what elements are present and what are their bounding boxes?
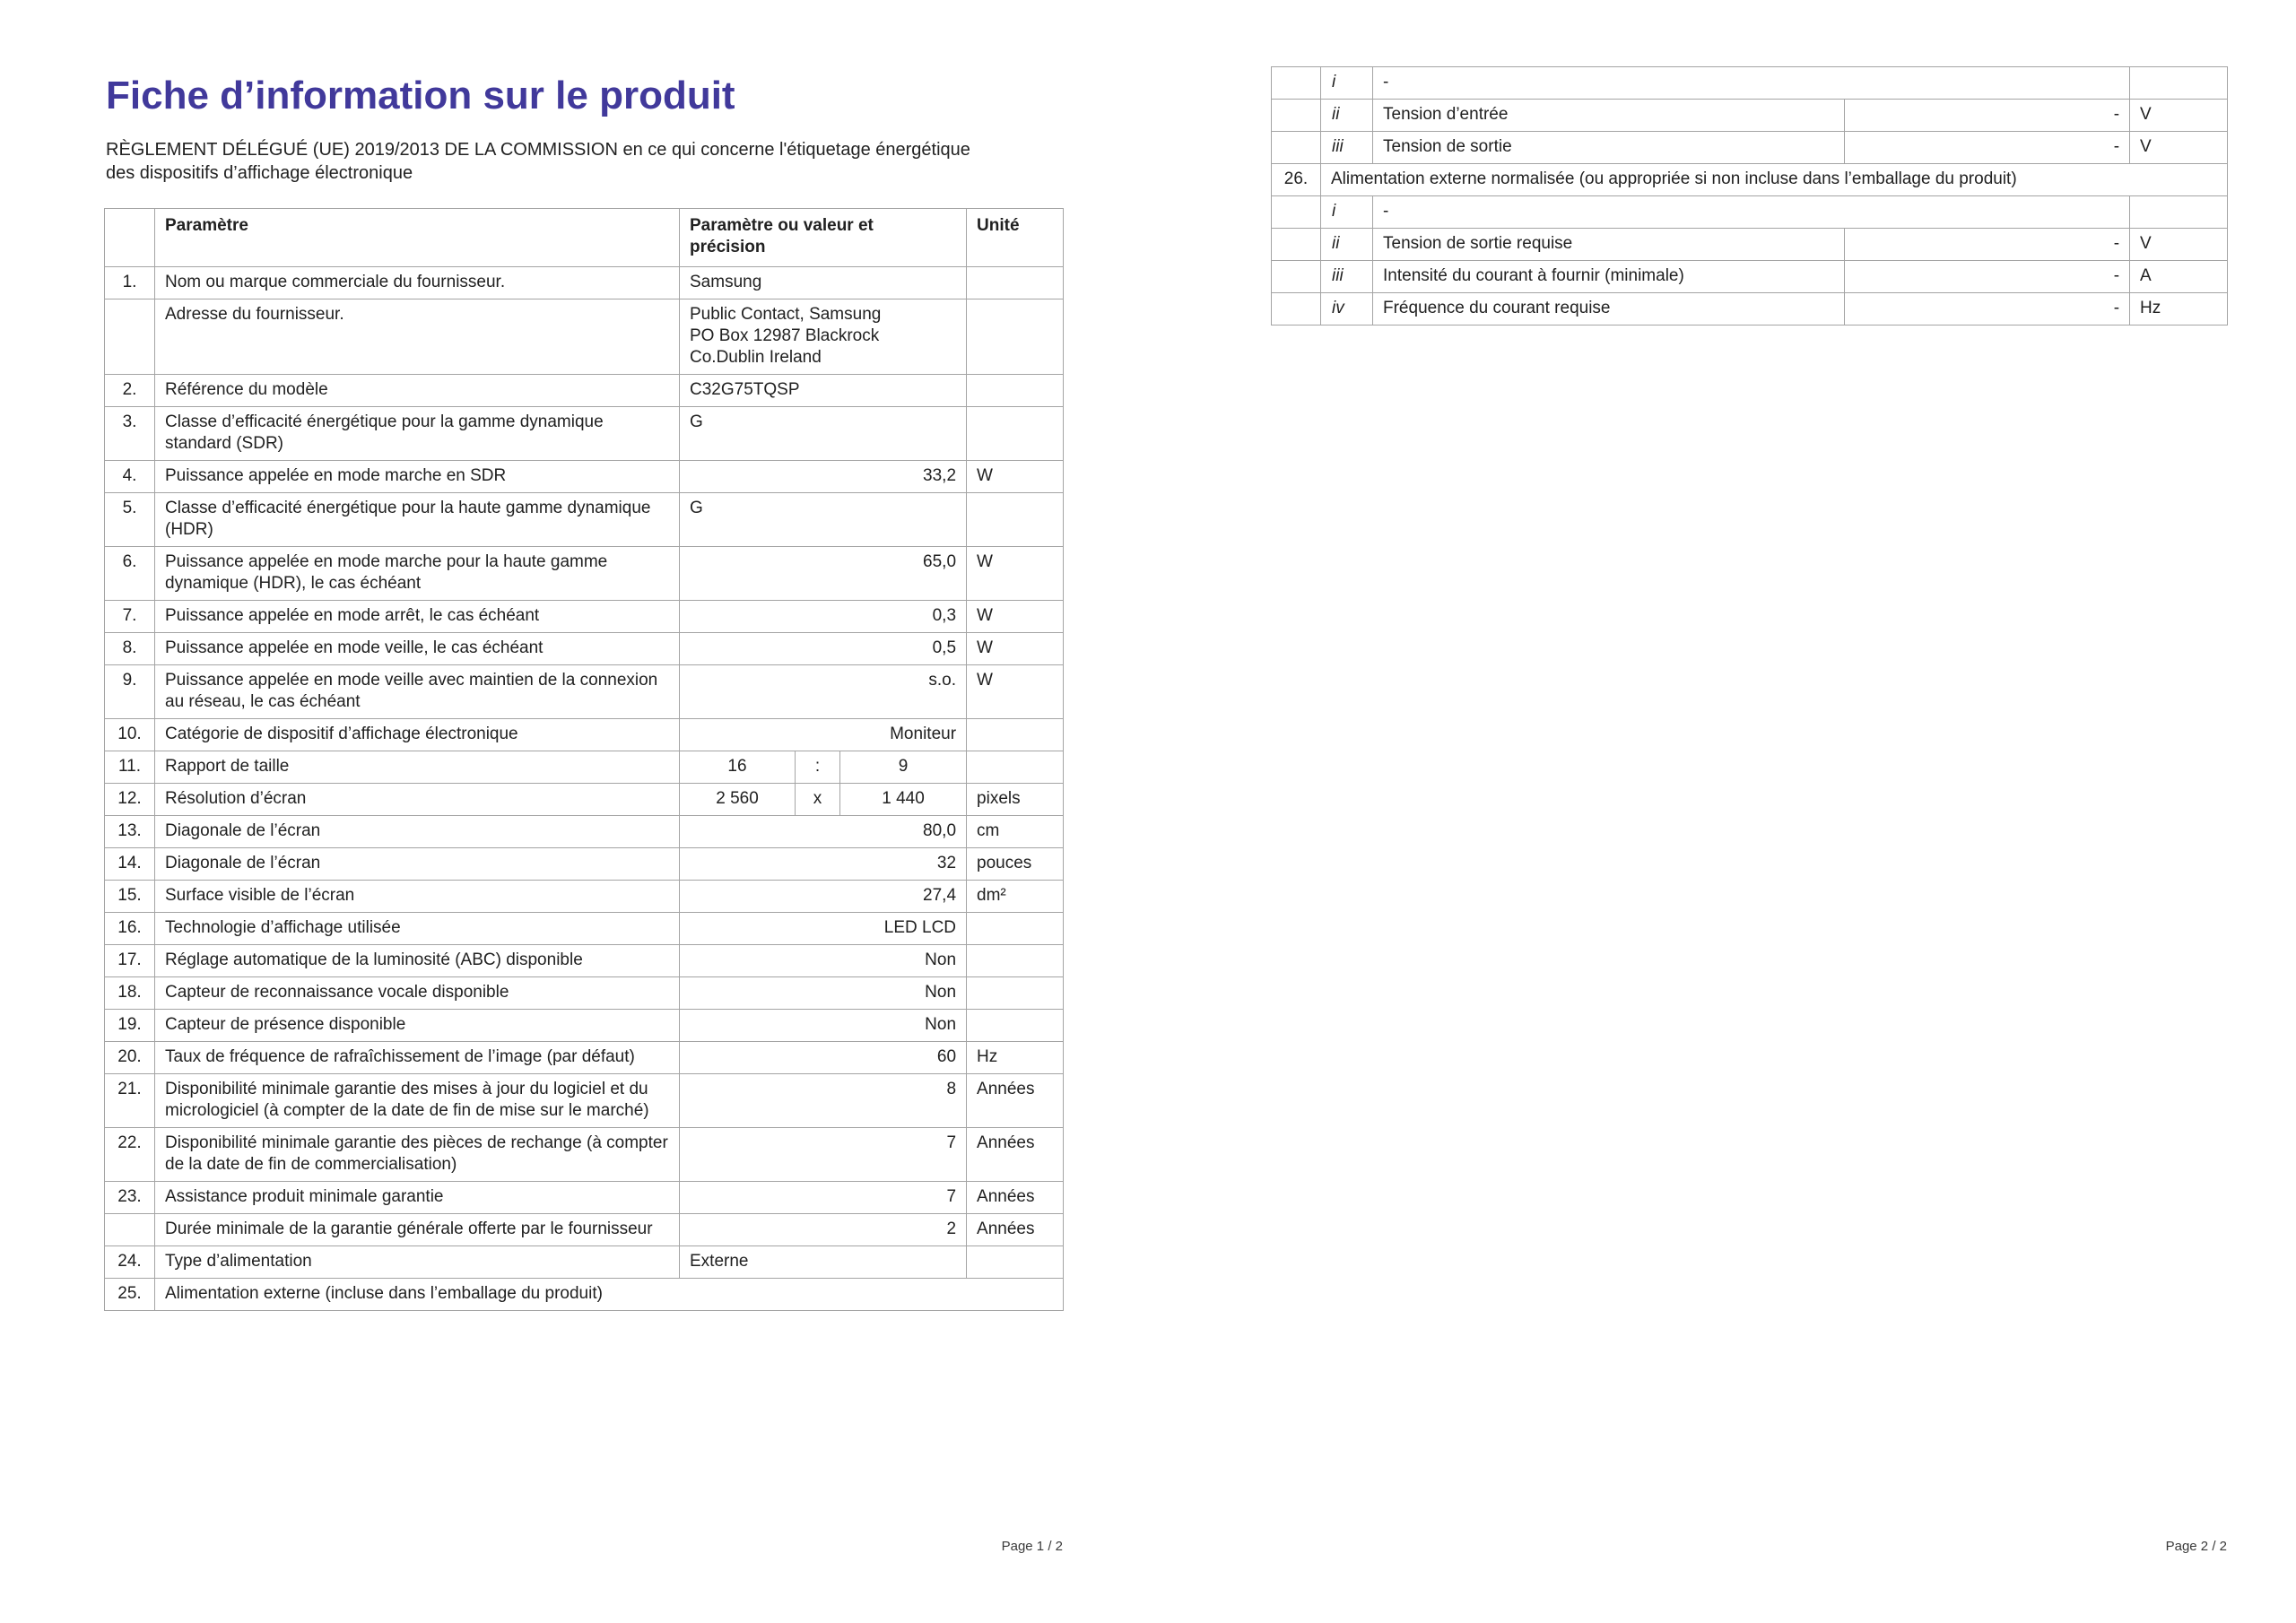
- value-cell: 2: [680, 1214, 967, 1246]
- value-cell: 2 560: [680, 784, 796, 816]
- header-value: Paramètre ou valeur et précision: [680, 209, 967, 267]
- row-number-cell: 4.: [105, 461, 155, 493]
- value-cell: -: [1845, 100, 2130, 132]
- row-number-cell: 10.: [105, 719, 155, 751]
- header-unit: Unité: [967, 209, 1064, 267]
- table-row: [1272, 293, 2228, 325]
- table-row: [105, 1246, 1064, 1279]
- table-row: [105, 601, 1064, 633]
- table-body-page2: [1272, 67, 2228, 325]
- value-separator-cell: :: [796, 751, 840, 784]
- unit-cell: Hz: [967, 1042, 1064, 1074]
- unit-cell: W: [967, 665, 1064, 719]
- unit-cell: W: [967, 461, 1064, 493]
- value-cell: C32G75TQSP: [680, 375, 967, 407]
- parameter-cell: Adresse du fournisseur.: [155, 299, 680, 375]
- parameter-cell: Puissance appelée en mode veille, le cas échéant: [155, 633, 680, 665]
- unit-cell: [967, 913, 1064, 945]
- parameter-cell: Diagonale de l’écran: [155, 816, 680, 848]
- value-cell: -: [1845, 229, 2130, 261]
- parameter-cell: Nom ou marque commerciale du fournisseur.: [155, 267, 680, 299]
- value-cell: s.o.: [680, 665, 967, 719]
- row-number-cell: [1272, 196, 1321, 229]
- value-cell: 8: [680, 1074, 967, 1128]
- row-number-cell: 8.: [105, 633, 155, 665]
- table-row: [1272, 196, 2228, 229]
- parameter-cell: Référence du modèle: [155, 375, 680, 407]
- unit-cell: [967, 267, 1064, 299]
- row-number-cell: 17.: [105, 945, 155, 977]
- row-number-cell: [105, 299, 155, 375]
- unit-cell: A: [2130, 261, 2228, 293]
- table-row: [105, 1279, 1064, 1311]
- table-row: [1272, 132, 2228, 164]
- table-row: [105, 461, 1064, 493]
- table-row: [1272, 67, 2228, 100]
- unit-cell: cm: [967, 816, 1064, 848]
- parameter-cell: Réglage automatique de la luminosité (ABC) disponible: [155, 945, 680, 977]
- roman-index-cell: iii: [1321, 132, 1373, 164]
- value-cell: 16: [680, 751, 796, 784]
- parameter-cell: Tension d’entrée: [1373, 100, 1845, 132]
- parameter-cell: Fréquence du courant requise: [1373, 293, 1845, 325]
- row-number-cell: 16.: [105, 913, 155, 945]
- unit-cell: [967, 407, 1064, 461]
- parameter-cell: Classe d’efficacité énergétique pour la haute gamme dynamique (HDR): [155, 493, 680, 547]
- value-cell: 7: [680, 1128, 967, 1182]
- table-row: [105, 299, 1064, 375]
- roman-index-cell: iv: [1321, 293, 1373, 325]
- row-number-cell: [1272, 261, 1321, 293]
- parameter-cell: Rapport de taille: [155, 751, 680, 784]
- parameter-cell: Surface visible de l’écran: [155, 881, 680, 913]
- roman-index-cell: ii: [1321, 100, 1373, 132]
- unit-cell: [967, 751, 1064, 784]
- document-title: Fiche d’information sur le produit: [106, 74, 735, 117]
- table-row: [105, 665, 1064, 719]
- table-row: [105, 751, 1064, 784]
- parameter-cell: Puissance appelée en mode veille avec maintien de la connexion au réseau, le cas échéant: [155, 665, 680, 719]
- value-cell: 32: [680, 848, 967, 881]
- row-number-cell: [1272, 229, 1321, 261]
- table-row: [1272, 164, 2228, 196]
- table-row: [105, 881, 1064, 913]
- product-parameters-table-continuation: [1271, 66, 2228, 325]
- row-number-cell: 11.: [105, 751, 155, 784]
- regulation-subtitle: RÈGLEMENT DÉLÉGUÉ (UE) 2019/2013 DE LA COMMISSION en ce qui concerne l'étiquetage énergétique des dispositifs d’affichage électronique: [106, 140, 970, 183]
- value-cell: 60: [680, 1042, 967, 1074]
- parameter-cell: Technologie d’affichage utilisée: [155, 913, 680, 945]
- value-cell: 7: [680, 1182, 967, 1214]
- table-row: [105, 913, 1064, 945]
- table-row: [105, 848, 1064, 881]
- value-cell: 0,5: [680, 633, 967, 665]
- page-number-1: Page 1 / 2: [1001, 1539, 1063, 1554]
- unit-cell: Années: [967, 1214, 1064, 1246]
- header-parameter: Paramètre: [155, 209, 680, 267]
- product-parameters-table: [104, 208, 1064, 1311]
- parameter-cell: Durée minimale de la garantie générale offerte par le fournisseur: [155, 1214, 680, 1246]
- parameter-cell: Tension de sortie requise: [1373, 229, 1845, 261]
- unit-cell: [967, 977, 1064, 1010]
- unit-cell: Années: [967, 1128, 1064, 1182]
- row-number-cell: 7.: [105, 601, 155, 633]
- table-row: [105, 816, 1064, 848]
- value-cell: 1 440: [840, 784, 967, 816]
- unit-cell: [967, 1246, 1064, 1279]
- row-number-cell: 22.: [105, 1128, 155, 1182]
- row-number-cell: 2.: [105, 375, 155, 407]
- parameter-cell: Disponibilité minimale garantie des mises à jour du logiciel et du micrologiciel (à compter de la date de fin de mise sur le marché): [155, 1074, 680, 1128]
- row-number-cell: 21.: [105, 1074, 155, 1128]
- unit-cell: Hz: [2130, 293, 2228, 325]
- table-row: [105, 1214, 1064, 1246]
- table-header-row: [105, 209, 1064, 267]
- value-cell: 65,0: [680, 547, 967, 601]
- roman-index-cell: i: [1321, 196, 1373, 229]
- unit-cell: [967, 1010, 1064, 1042]
- value-cell: -: [1845, 293, 2130, 325]
- unit-cell: W: [967, 547, 1064, 601]
- value-cell: 9: [840, 751, 967, 784]
- row-number-cell: 18.: [105, 977, 155, 1010]
- parameter-cell: Alimentation externe (incluse dans l’emballage du produit): [155, 1279, 1064, 1311]
- row-number-cell: [1272, 67, 1321, 100]
- unit-cell: [967, 945, 1064, 977]
- row-number-cell: 25.: [105, 1279, 155, 1311]
- parameter-cell: Alimentation externe normalisée (ou appropriée si non incluse dans l’emballage du produit): [1321, 164, 2228, 196]
- table-row: [105, 547, 1064, 601]
- value-cell: G: [680, 493, 967, 547]
- table-row: [1272, 100, 2228, 132]
- unit-cell: W: [967, 633, 1064, 665]
- value-cell: Moniteur: [680, 719, 967, 751]
- value-cell: Samsung: [680, 267, 967, 299]
- unit-cell: Années: [967, 1074, 1064, 1128]
- row-number-cell: 5.: [105, 493, 155, 547]
- row-number-cell: 1.: [105, 267, 155, 299]
- unit-cell: [2130, 196, 2228, 229]
- table-row: [1272, 261, 2228, 293]
- unit-cell: V: [2130, 229, 2228, 261]
- page-1: [104, 72, 1064, 1311]
- parameter-cell: -: [1373, 67, 2130, 100]
- parameter-cell: Assistance produit minimale garantie: [155, 1182, 680, 1214]
- table-row: [105, 945, 1064, 977]
- page-2: [1271, 66, 2227, 325]
- page-number-2: Page 2 / 2: [2165, 1539, 2227, 1554]
- value-cell: 80,0: [680, 816, 967, 848]
- parameter-cell: Puissance appelée en mode marche pour la haute gamme dynamique (HDR), le cas échéant: [155, 547, 680, 601]
- roman-index-cell: ii: [1321, 229, 1373, 261]
- row-number-cell: 13.: [105, 816, 155, 848]
- roman-index-cell: i: [1321, 67, 1373, 100]
- value-cell: Public Contact, Samsung PO Box 12987 Blackrock Co.Dublin Ireland: [680, 299, 967, 375]
- row-number-cell: 9.: [105, 665, 155, 719]
- parameter-cell: Résolution d’écran: [155, 784, 680, 816]
- table-row: [105, 375, 1064, 407]
- parameter-cell: Type d’alimentation: [155, 1246, 680, 1279]
- table-row: [105, 977, 1064, 1010]
- parameter-cell: Tension de sortie: [1373, 132, 1845, 164]
- parameter-cell: Disponibilité minimale garantie des pièces de rechange (à compter de la date de fin de commercialisation): [155, 1128, 680, 1182]
- header-number-cell: [105, 209, 155, 267]
- row-number-cell: [1272, 293, 1321, 325]
- parameter-cell: Capteur de reconnaissance vocale disponible: [155, 977, 680, 1010]
- value-separator-cell: x: [796, 784, 840, 816]
- unit-cell: Années: [967, 1182, 1064, 1214]
- row-number-cell: 19.: [105, 1010, 155, 1042]
- parameter-cell: Classe d’efficacité énergétique pour la gamme dynamique standard (SDR): [155, 407, 680, 461]
- roman-index-cell: iii: [1321, 261, 1373, 293]
- unit-cell: V: [2130, 132, 2228, 164]
- parameter-cell: Puissance appelée en mode arrêt, le cas échéant: [155, 601, 680, 633]
- unit-cell: [967, 719, 1064, 751]
- row-number-cell: [105, 1214, 155, 1246]
- row-number-cell: 6.: [105, 547, 155, 601]
- table-row: [1272, 229, 2228, 261]
- row-number-cell: [1272, 100, 1321, 132]
- table-row: [105, 1042, 1064, 1074]
- value-cell: Externe: [680, 1246, 967, 1279]
- unit-cell: dm²: [967, 881, 1064, 913]
- table-row: [105, 493, 1064, 547]
- unit-cell: pouces: [967, 848, 1064, 881]
- row-number-cell: 24.: [105, 1246, 155, 1279]
- value-cell: Non: [680, 1010, 967, 1042]
- value-cell: 0,3: [680, 601, 967, 633]
- unit-cell: W: [967, 601, 1064, 633]
- table-row: [105, 1010, 1064, 1042]
- unit-cell: [2130, 67, 2228, 100]
- parameter-cell: Taux de fréquence de rafraîchissement de l’image (par défaut): [155, 1042, 680, 1074]
- unit-cell: [967, 375, 1064, 407]
- table-row: [105, 633, 1064, 665]
- row-number-cell: 23.: [105, 1182, 155, 1214]
- parameter-cell: Intensité du courant à fournir (minimale): [1373, 261, 1845, 293]
- unit-cell: pixels: [967, 784, 1064, 816]
- value-cell: Non: [680, 977, 967, 1010]
- table-body-page1: [105, 267, 1064, 1311]
- value-cell: G: [680, 407, 967, 461]
- value-cell: 33,2: [680, 461, 967, 493]
- row-number-cell: 26.: [1272, 164, 1321, 196]
- row-number-cell: [1272, 132, 1321, 164]
- row-number-cell: 20.: [105, 1042, 155, 1074]
- parameter-cell: Catégorie de dispositif d’affichage électronique: [155, 719, 680, 751]
- table-row: [105, 1074, 1064, 1128]
- table-row: [105, 1128, 1064, 1182]
- table-row: [105, 1182, 1064, 1214]
- unit-cell: V: [2130, 100, 2228, 132]
- value-cell: Non: [680, 945, 967, 977]
- parameter-cell: Capteur de présence disponible: [155, 1010, 680, 1042]
- parameter-cell: -: [1373, 196, 2130, 229]
- table-row: [105, 407, 1064, 461]
- unit-cell: [967, 299, 1064, 375]
- unit-cell: [967, 493, 1064, 547]
- value-cell: -: [1845, 261, 2130, 293]
- value-cell: -: [1845, 132, 2130, 164]
- row-number-cell: 14.: [105, 848, 155, 881]
- row-number-cell: 15.: [105, 881, 155, 913]
- parameter-cell: Puissance appelée en mode marche en SDR: [155, 461, 680, 493]
- table-row: [105, 784, 1064, 816]
- parameter-cell: Diagonale de l’écran: [155, 848, 680, 881]
- row-number-cell: 3.: [105, 407, 155, 461]
- row-number-cell: 12.: [105, 784, 155, 816]
- table-row: [105, 267, 1064, 299]
- table-row: [105, 719, 1064, 751]
- value-cell: LED LCD: [680, 913, 967, 945]
- value-cell: 27,4: [680, 881, 967, 913]
